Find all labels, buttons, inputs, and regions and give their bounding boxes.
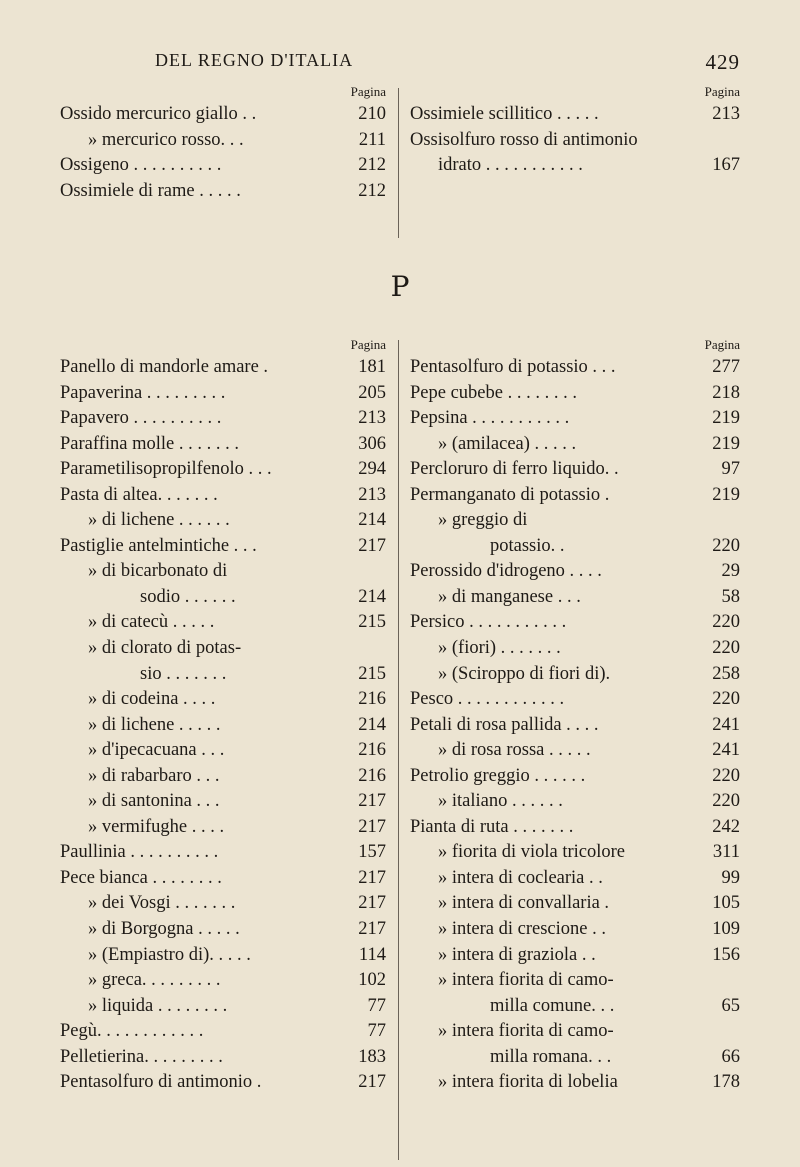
index-entry: Ossigeno . . . . . . . . . . 212 xyxy=(60,155,386,176)
column-heading: Pagina xyxy=(350,84,386,99)
index-entry: Pastiglie antelmintiche . . . 217 xyxy=(60,535,386,556)
index-entry: Ossisolfuro rosso di antimonio xyxy=(410,129,638,150)
index-entry: Papavero . . . . . . . . . . 213 xyxy=(60,408,386,429)
index-entry: Percloruro di ferro liquido. . 97 xyxy=(410,459,740,480)
index-entry: Paullinia . . . . . . . . . . 157 xyxy=(60,842,386,863)
index-column-top-right xyxy=(410,82,740,179)
index-entry: » di lichene . . . . . 214 xyxy=(88,714,386,735)
index-entry: Paraffina molle . . . . . . . 306 xyxy=(60,433,386,454)
index-entry: » di Borgogna . . . . . 217 xyxy=(88,919,386,940)
index-entry: sodio . . . . . . 214 xyxy=(140,586,386,607)
index-entry: » di rosa rossa . . . . . 241 xyxy=(438,740,740,761)
section-letter: P xyxy=(390,270,410,303)
index-entry: » di codeina . . . . 216 xyxy=(88,689,386,710)
index-entry: » di clorato di potas- xyxy=(88,638,242,659)
index-entry: Pegù. . . . . . . . . . . . 77 xyxy=(60,1021,386,1042)
index-entry: Petrolio greggio . . . . . . 220 xyxy=(410,765,740,786)
index-entry: » (fiori) . . . . . . . 220 xyxy=(438,638,740,659)
index-entry: Ossido mercurico giallo . . 210 xyxy=(60,104,386,124)
index-entry: Pasta di altea. . . . . . . 213 xyxy=(60,484,386,505)
index-entry: milla comune. . . 65 xyxy=(490,995,740,1016)
page-number: 429 xyxy=(705,50,740,74)
index-entry: » liquida . . . . . . . . 77 xyxy=(88,995,386,1016)
index-entry: Parametilisopropilfenolo . . . 294 xyxy=(60,459,386,480)
index-entry: Pepe cubebe . . . . . . . . 218 xyxy=(410,382,740,403)
index-entry: » (amilacea) . . . . . 219 xyxy=(438,433,740,454)
index-entry: idrato . . . . . . . . . . . 167 xyxy=(438,155,740,176)
index-entry: » mercurico rosso. . . 211 xyxy=(88,129,386,150)
index-entry: » italiano . . . . . . 220 xyxy=(438,791,740,812)
index-entry: » (Sciroppo di fiori di). 258 xyxy=(438,663,740,684)
header-title: DEL REGNO D'ITALIA xyxy=(155,50,354,70)
index-entry: » intera di graziola . . 156 xyxy=(438,944,740,965)
column-heading: Pagina xyxy=(704,337,740,352)
index-entry: Perossido d'idrogeno . . . . 29 xyxy=(410,561,740,582)
index-entry: Papaverina . . . . . . . . . 205 xyxy=(60,382,386,403)
index-entry: Ossimiele di rame . . . . . 212 xyxy=(60,181,386,202)
index-entry: Pepsina . . . . . . . . . . . 219 xyxy=(410,408,740,429)
index-entry: » di lichene . . . . . . 214 xyxy=(88,510,386,531)
running-header xyxy=(60,50,740,76)
index-entry: Permanganato di potassio . 219 xyxy=(410,484,740,505)
index-entry: » d'ipecacuana . . . 216 xyxy=(88,740,386,761)
index-entry: » dei Vosgi . . . . . . . 217 xyxy=(88,893,386,914)
index-entry: » vermifughe . . . . 217 xyxy=(88,816,386,837)
index-entry: » intera fiorita di camo- xyxy=(438,970,614,991)
column-heading: Pagina xyxy=(704,84,740,99)
index-entry: » intera fiorita di camo- xyxy=(438,1021,614,1042)
column-divider xyxy=(398,88,399,238)
index-entry: Panello di mandorle amare . 181 xyxy=(60,357,386,377)
index-entry: » greggio di xyxy=(438,510,528,531)
index-entry: » intera di convallaria . 105 xyxy=(438,893,740,914)
index-entry: » intera di crescione . . 109 xyxy=(438,919,740,940)
index-entry: Persico . . . . . . . . . . . 220 xyxy=(410,612,740,633)
index-entry: » greca. . . . . . . . . 102 xyxy=(88,970,386,991)
index-entry: Pece bianca . . . . . . . . 217 xyxy=(60,867,386,888)
index-entry: Pelletierina. . . . . . . . . 183 xyxy=(60,1046,386,1067)
index-entry: potassio. . 220 xyxy=(490,535,740,556)
index-entry: » intera fiorita di lobelia 178 xyxy=(438,1072,740,1093)
index-entry: » di bicarbonato di xyxy=(88,561,228,582)
index-entry: » fiorita di viola tricolore 311 xyxy=(438,842,740,863)
index-entry: » di manganese . . . 58 xyxy=(438,586,740,607)
index-entry: Ossimiele scillitico . . . . . 213 xyxy=(410,104,740,124)
index-entry: Pianta di ruta . . . . . . . 242 xyxy=(410,816,740,837)
index-entry: sio . . . . . . . 215 xyxy=(140,663,386,684)
index-entry: » (Empiastro di). . . . . 114 xyxy=(88,944,386,965)
index-entry: » di rabarbaro . . . 216 xyxy=(88,765,386,786)
index-entry: milla romana. . . 66 xyxy=(490,1046,740,1067)
index-column-top-left xyxy=(60,82,386,205)
index-entry: Pentasolfuro di antimonio . 217 xyxy=(60,1072,386,1093)
index-column-right xyxy=(410,335,740,1096)
column-heading: Pagina xyxy=(350,337,386,352)
index-entry: Pesco . . . . . . . . . . . . 220 xyxy=(410,689,740,710)
index-entry: Pentasolfuro di potassio . . . 277 xyxy=(410,357,740,377)
column-divider xyxy=(398,340,399,1160)
index-column-left xyxy=(60,335,386,1096)
index-entry: » di santonina . . . 217 xyxy=(88,791,386,812)
index-entry: Petali di rosa pallida . . . . 241 xyxy=(410,714,740,735)
index-entry: » di catecù . . . . . 215 xyxy=(88,612,386,633)
index-entry: » intera di coclearia . . 99 xyxy=(438,867,740,888)
